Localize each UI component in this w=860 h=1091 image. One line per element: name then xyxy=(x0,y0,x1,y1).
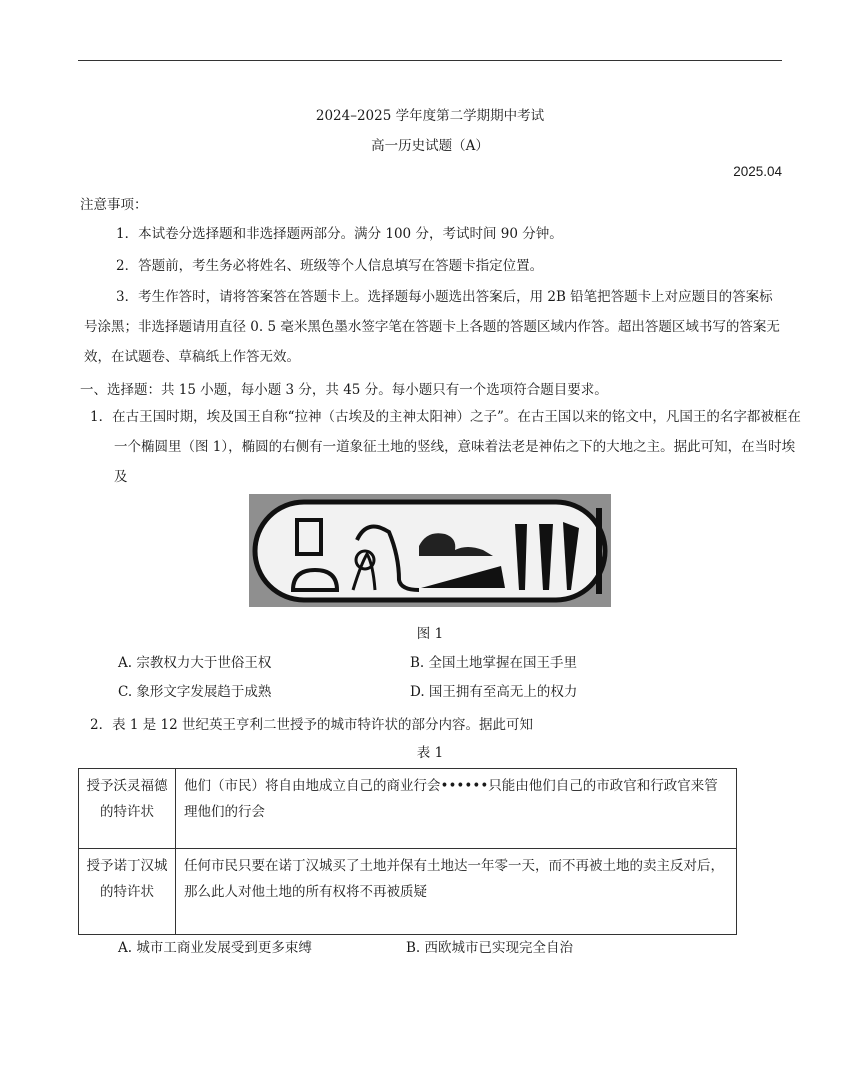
header-rule xyxy=(78,60,782,61)
table-1-caption: 表 1 xyxy=(416,745,444,761)
figure-1-caption: 图 1 xyxy=(416,626,444,642)
table-row xyxy=(79,849,737,935)
charter-content: 他们（市民）将自由地成立自己的商业行会••••••只能由他们自己的市政官和行政官来管理他们的行会 xyxy=(176,769,737,849)
exam-date: 2025.04 xyxy=(733,164,782,179)
notice-item-2: 2．答题前，考生务必将姓名、班级等个人信息填写在答题卡指定位置。 xyxy=(116,258,544,274)
notice-item-1: 1．本试卷分选择题和非选择题两部分。满分 100 分，考试时间 90 分钟。 xyxy=(116,226,563,242)
q1-option-d: D. 国王拥有至高无上的权力 xyxy=(410,684,578,700)
question-1-stem: 1．在古王国时期，埃及国王自称“拉神（古埃及的主神太阳神）之子”。在古王国以来的铭文中，凡国王的名字都被框在一个椭圆里（图 1），椭圆的右侧有一道象征土地的竖线，意味着法老是神佑之下的大地之主。据此可知，在当时埃及 xyxy=(90,409,801,485)
q2-option-b: B. 西欧城市已实现完全自治 xyxy=(406,940,574,956)
section-1-heading: 一、选择题：共 15 小题，每小题 3 分，共 45 分。每小题只有一个选项符合题目要求。 xyxy=(80,382,608,398)
charter-table xyxy=(78,768,737,935)
egyptian-cartouche-hieroglyphs xyxy=(249,494,611,607)
exam-subtitle: 高一历史试题（A） xyxy=(371,138,489,154)
question-2-stem: 2．表 1 是 12 世纪英王亨利二世授予的城市特许状的部分内容。据此可知 xyxy=(90,717,534,733)
notice-item-3: 3．考生作答时，请将答案答在答题卡上。选择题每小题选出答案后，用 2B 铅笔把答题卡上对应题目的答案标号涂黑；非选择题请用直径 0. 5 毫米黑色墨水签字笔在答题卡上各题的答题区域内作答。超出答题区域书写的答案无效，在试题卷、草稿纸上作答无效。 xyxy=(84,289,780,365)
q1-option-a: A. 宗教权力大于世俗王权 xyxy=(118,655,272,671)
charter-content: 任何市民只要在诺丁汉城买了土地并保有土地达一年零一天，而不再被土地的卖主反对后，那么此人对他土地的所有权将不再被质疑 xyxy=(176,849,737,935)
charter-label: 授予诺丁汉城的特许状 xyxy=(79,849,176,935)
table-row xyxy=(79,769,737,849)
exam-title: 2024–2025 学年度第二学期期中考试 xyxy=(315,108,545,124)
q1-option-c: C. 象形文字发展趋于成熟 xyxy=(118,684,272,700)
notice-heading: 注意事项： xyxy=(80,197,148,213)
charter-label: 授予沃灵福德的特许状 xyxy=(79,769,176,849)
cartouche-figure xyxy=(249,494,611,607)
q2-option-a: A. 城市工商业发展受到更多束缚 xyxy=(118,940,312,956)
q1-option-b: B. 全国土地掌握在国王手里 xyxy=(410,655,578,671)
